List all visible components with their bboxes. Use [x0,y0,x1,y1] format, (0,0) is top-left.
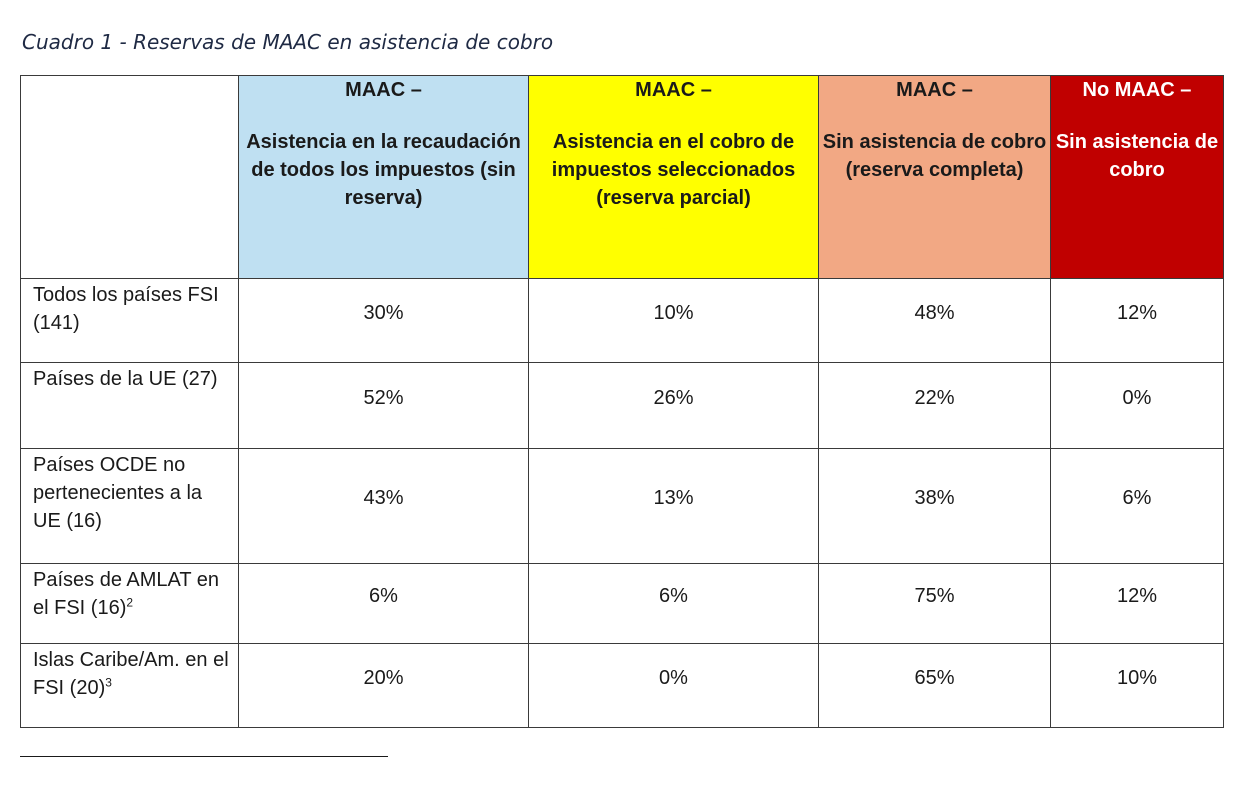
table-row [21,644,1224,728]
footnote-marker: 2 [126,595,134,610]
value-cell: 10% [529,279,819,363]
header-col-full-assistance [239,76,529,279]
value-cell: 43% [239,449,529,564]
value-cell: 48% [819,279,1051,363]
table-row [21,564,1224,644]
value-cell: 6% [239,564,529,644]
value-cell: 20% [239,644,529,728]
header-corner-cell [21,76,239,279]
footnote-separator [20,756,388,757]
row-label: Todos los países FSI (141) [21,279,239,363]
header-description: Sin asistencia de cobro (reserva completa) [822,131,1047,181]
footnote-marker: 3 [105,675,112,690]
table-row [21,363,1224,449]
value-cell: 75% [819,564,1051,644]
value-cell: 65% [819,644,1051,728]
table-row [21,449,1224,564]
value-cell: 22% [819,363,1051,449]
header-col-no-maac [1051,76,1224,279]
value-cell: 12% [1051,279,1224,363]
table-row [21,279,1224,363]
row-label: Islas Caribe/Am. en el FSI $(20)^3$ [21,644,239,728]
table-caption: Cuadro 1 - Reservas de MAAC en asistencia de cobro [22,30,554,54]
value-cell: 52% [239,363,529,449]
value-cell: 6% [1051,449,1224,564]
value-cell: 6% [529,564,819,644]
value-cell: 26% [529,363,819,449]
header-title: MAAC – [345,79,422,101]
value-cell: 10% [1051,644,1224,728]
reservations-table [20,75,1224,728]
header-title: MAAC – [635,79,712,101]
header-row [21,76,1224,279]
value-cell: 0% [1051,363,1224,449]
row-label: Países OCDE no pertenecientes a la UE (16) [21,449,239,564]
row-label: Países de la UE (27) [21,363,239,449]
row-label: Países de AMLAT en el FSI $(16)^2$ [21,564,239,644]
value-cell: 38% [819,449,1051,564]
value-cell: 12% [1051,564,1224,644]
header-description: Sin asistencia de cobro [1055,131,1219,181]
header-title: MAAC – [896,79,973,101]
header-description: Asistencia en la recaudación de todos los impuestos (sin reserva) [246,131,521,209]
header-title: No MAAC – [1082,79,1192,101]
header-col-partial-reservation [529,76,819,279]
value-cell: 30% [239,279,529,363]
header-description: Asistencia en el cobro de impuestos seleccionados (reserva parcial) [551,131,796,209]
value-cell: 13% [529,449,819,564]
header-col-full-reservation [819,76,1051,279]
value-cell: 0% [529,644,819,728]
